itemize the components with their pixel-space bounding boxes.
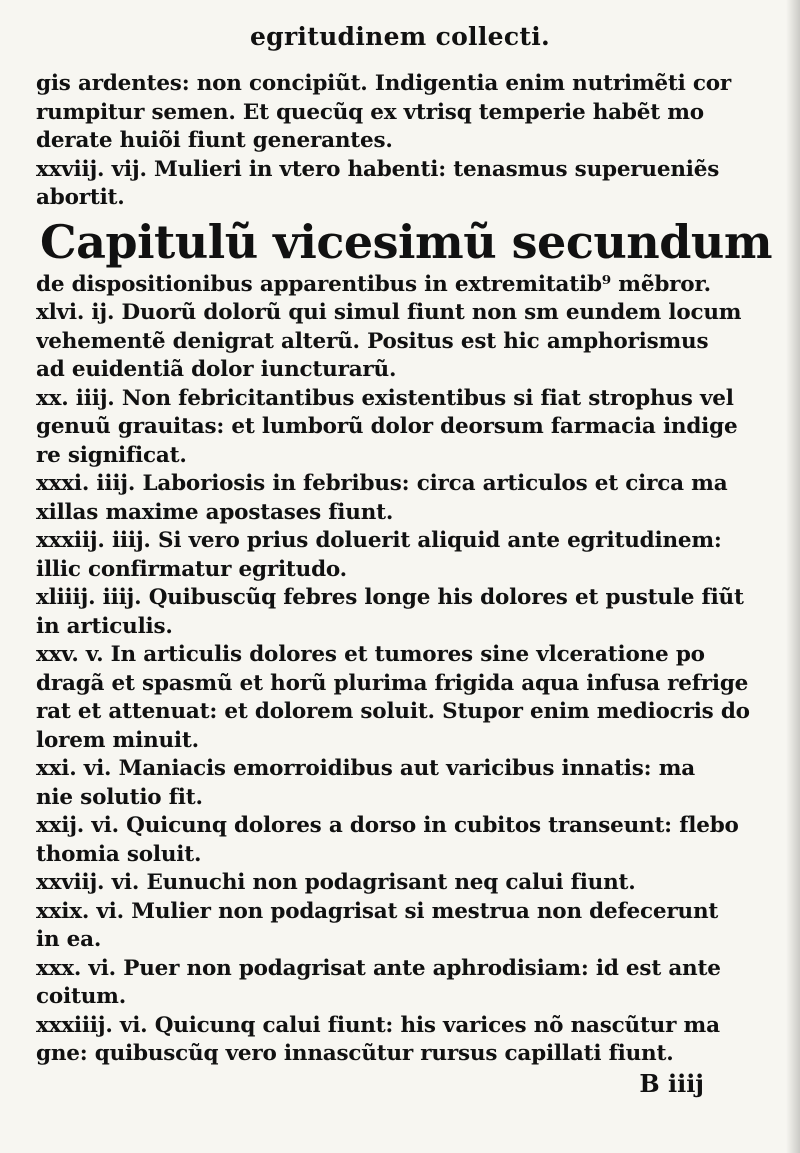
text-line: gis ardentes: non concipiũt. Indigentia enim nutrimẽti cor: [36, 71, 731, 96]
text-line: dragã et spasmũ et horũ plurima frigida aqua infusa refrige: [36, 670, 749, 696]
chapter-heading: Capitulũ vicesimũ secundum: [40, 214, 773, 269]
text-line: xx. iiij. Non febricitantibus existentibus si fiat strophus vel: [36, 385, 734, 411]
text-line: coitum.: [36, 984, 126, 1009]
text-line: illic confirmatur egritudo.: [36, 556, 347, 582]
text-line: thomia soluit.: [36, 841, 202, 867]
text-line: abortit.: [36, 185, 125, 210]
text-line: xlvi. ij. Duorũ dolorũ qui simul fiunt non sm eundem locum: [36, 300, 742, 325]
text-line: ad euidentiã dolor iuncturarũ.: [36, 357, 397, 382]
text-line: xxviij. vi. Eunuchi non podagrisant neq calui fiunt.: [36, 870, 636, 895]
text-line: xxix. vi. Mulier non podagrisat si mestrua non defecerunt: [36, 898, 719, 924]
text-line: xxx. vi. Puer non podagrisat ante aphrodisiam: id est ante: [36, 955, 721, 981]
text-line: genuũ grauitas: et lumborũ dolor deorsum farmacia indige: [36, 414, 738, 439]
text-line: xillas maxime apostases fiunt.: [36, 499, 394, 525]
text-line: xxxiij. iiij. Si vero prius doluerit aliquid ante egritudinem:: [36, 528, 722, 553]
text-line: in articulis.: [36, 613, 173, 639]
text-line: rumpitur semen. Et quecũq ex vtrisq temperie habẽt mo: [36, 99, 704, 125]
text-line: derate huiõi fiunt generantes.: [36, 128, 393, 153]
text-line: xliiij. iiij. Quibuscũq febres longe his dolores et pustule fiũt: [36, 585, 744, 610]
text-line: de dispositionibus apparentibus in extremitatib⁹ mẽbror.: [36, 271, 711, 297]
text-line: re significat.: [36, 442, 187, 468]
text-line: xxviij. vij. Mulieri in vtero habenti: tenasmus superueniẽs: [36, 156, 720, 182]
text-line: xxi. vi. Maniacis emorroidibus aut varicibus innatis: ma: [36, 756, 695, 781]
text-line: xxxi. iiij. Laboriosis in febribus: circa articulos et circa ma: [36, 471, 728, 496]
text-block: [36, 70, 780, 1069]
text-line: vehementẽ denigrat alterũ. Positus est hic amphorismus: [36, 328, 709, 354]
signature-mark: B iiij: [639, 1069, 704, 1098]
text-line: xxij. vi. Quicunq dolores a dorso in cubitos transeunt: flebo: [36, 813, 739, 838]
page-edge-shadow: [786, 0, 800, 1153]
text-line: nie solutio fit.: [36, 784, 203, 810]
text-line: xxv. v. In articulis dolores et tumores sine vlceratione po: [36, 642, 705, 667]
running-head: egritudinem collecti.: [249, 22, 551, 51]
text-line: gne: quibuscũq vero innascũtur rursus capillati fiunt.: [36, 1041, 674, 1066]
text-line: xxxiiij. vi. Quicunq calui fiunt: his varices nõ nascũtur ma: [36, 1012, 720, 1038]
text-line: rat et attenuat: et dolorem soluit. Stupor enim mediocris do: [36, 699, 750, 724]
text-line: in ea.: [36, 927, 102, 952]
text-line: lorem minuit.: [36, 727, 199, 753]
